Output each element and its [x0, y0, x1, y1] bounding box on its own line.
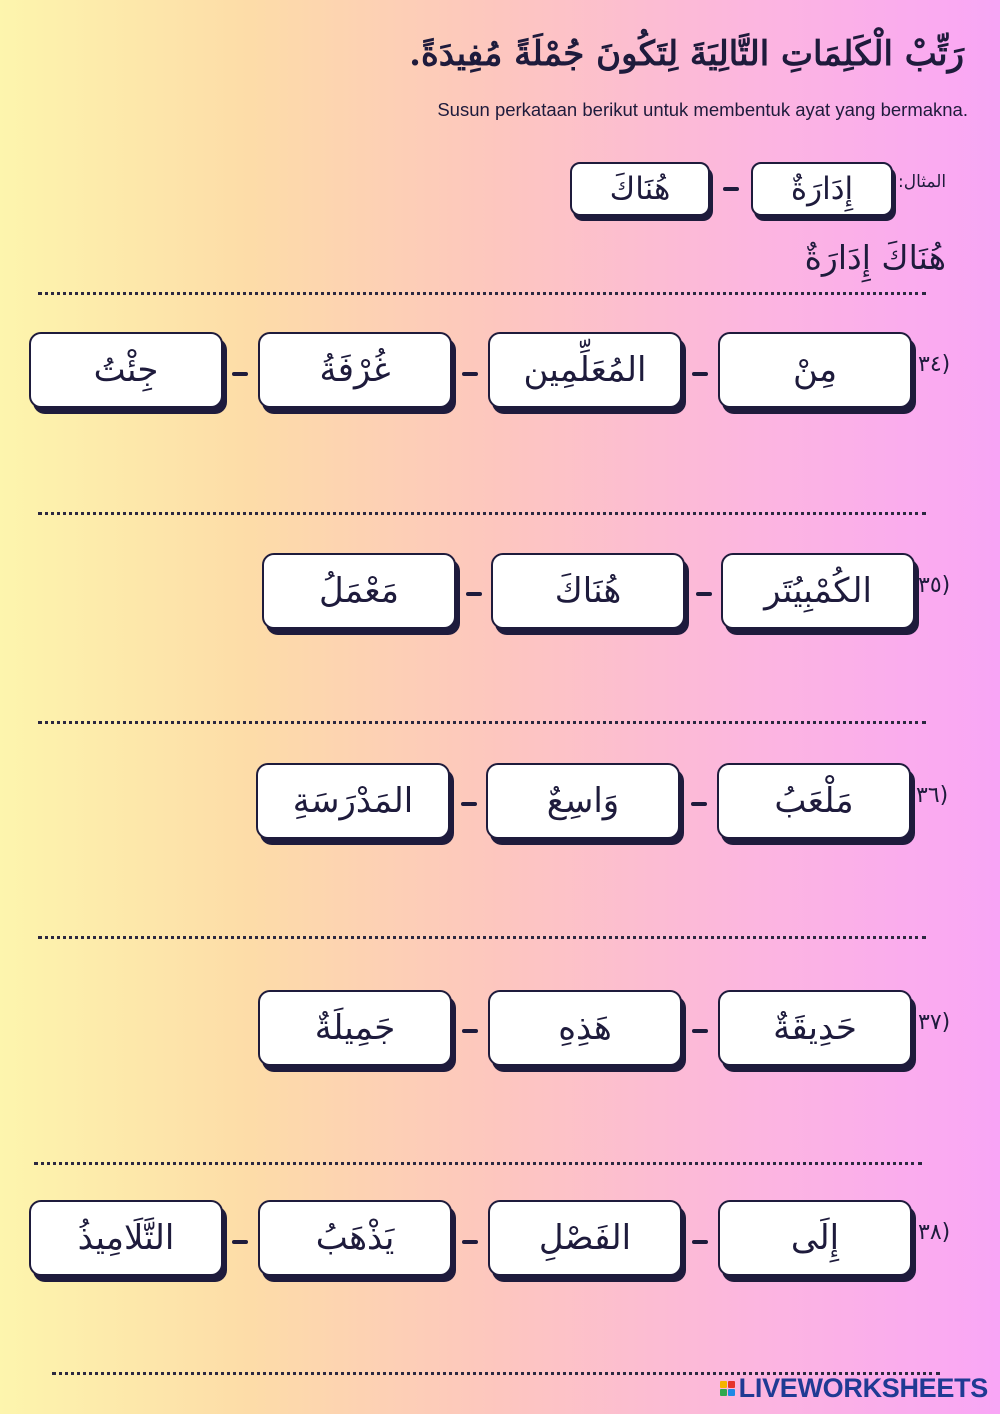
word-card[interactable]: جِئْتُ [29, 332, 223, 408]
instruction-subtitle: Susun perkataan berikut untuk membentuk ayat yang bermakna. [437, 99, 968, 120]
word-card[interactable]: المُعَلِّمِين [488, 332, 682, 408]
example-label: المثال: [898, 172, 947, 192]
word-card[interactable]: غُرْفَةُ [258, 332, 452, 408]
word-card[interactable]: يَذْهَبُ [258, 1200, 452, 1276]
word-separator [462, 372, 478, 376]
word-card[interactable]: الكُمْبِيُتَر [721, 553, 915, 629]
word-separator [232, 1240, 248, 1244]
word-separator [462, 1240, 478, 1244]
answer-line[interactable] [38, 936, 926, 939]
word-card[interactable]: هَذِهِ [488, 990, 682, 1066]
word-separator [466, 592, 482, 596]
liveworksheets-logo [720, 1373, 988, 1404]
question-number: (٣٦ [916, 783, 949, 808]
question-number: (٣٤ [918, 352, 951, 377]
word-separator [232, 372, 248, 376]
word-card[interactable]: وَاسِعٌ [486, 763, 680, 839]
word-separator [696, 592, 712, 596]
word-card[interactable]: حَدِيقَةٌ [718, 990, 912, 1066]
answer-line[interactable] [34, 1162, 922, 1165]
question-number: (٣٨ [918, 1220, 951, 1245]
word-card[interactable]: هُنَاكَ [491, 553, 685, 629]
word-card[interactable]: مَلْعَبُ [717, 763, 911, 839]
example-word-box[interactable]: إِدَارَةٌ [751, 162, 893, 216]
liveworksheets-logo-text: LIVEWORKSHEETS [738, 1373, 988, 1403]
instruction-title: رَتِّبْ الْكَلِمَاتِ التَّالِيَةَ لِتَكُونَ جُمْلَةً مُفِيدَةً. [409, 34, 964, 74]
question-number: (٣٧ [918, 1010, 951, 1035]
word-separator [461, 802, 477, 806]
word-card[interactable]: التَّلَامِيذُ [29, 1200, 223, 1276]
word-card[interactable]: المَدْرَسَةِ [256, 763, 450, 839]
answer-line[interactable] [38, 721, 926, 724]
word-card[interactable]: جَمِيلَةٌ [258, 990, 452, 1066]
word-separator [692, 1240, 708, 1244]
word-separator [723, 187, 739, 191]
question-number: (٣٥ [918, 573, 951, 598]
example-answer: هُنَاكَ إِدَارَةٌ [804, 238, 946, 277]
word-card[interactable]: مَعْمَلُ [262, 553, 456, 629]
answer-line [38, 292, 926, 295]
word-card[interactable]: الفَصْلِ [488, 1200, 682, 1276]
word-card[interactable]: مِنْ [718, 332, 912, 408]
word-separator [692, 372, 708, 376]
word-separator [462, 1029, 478, 1033]
word-card[interactable]: إِلَى [718, 1200, 912, 1276]
example-word-box[interactable]: هُنَاكَ [570, 162, 710, 216]
liveworksheets-logo-icon [720, 1381, 735, 1396]
word-separator [692, 1029, 708, 1033]
word-separator [691, 802, 707, 806]
answer-line[interactable] [38, 512, 926, 515]
